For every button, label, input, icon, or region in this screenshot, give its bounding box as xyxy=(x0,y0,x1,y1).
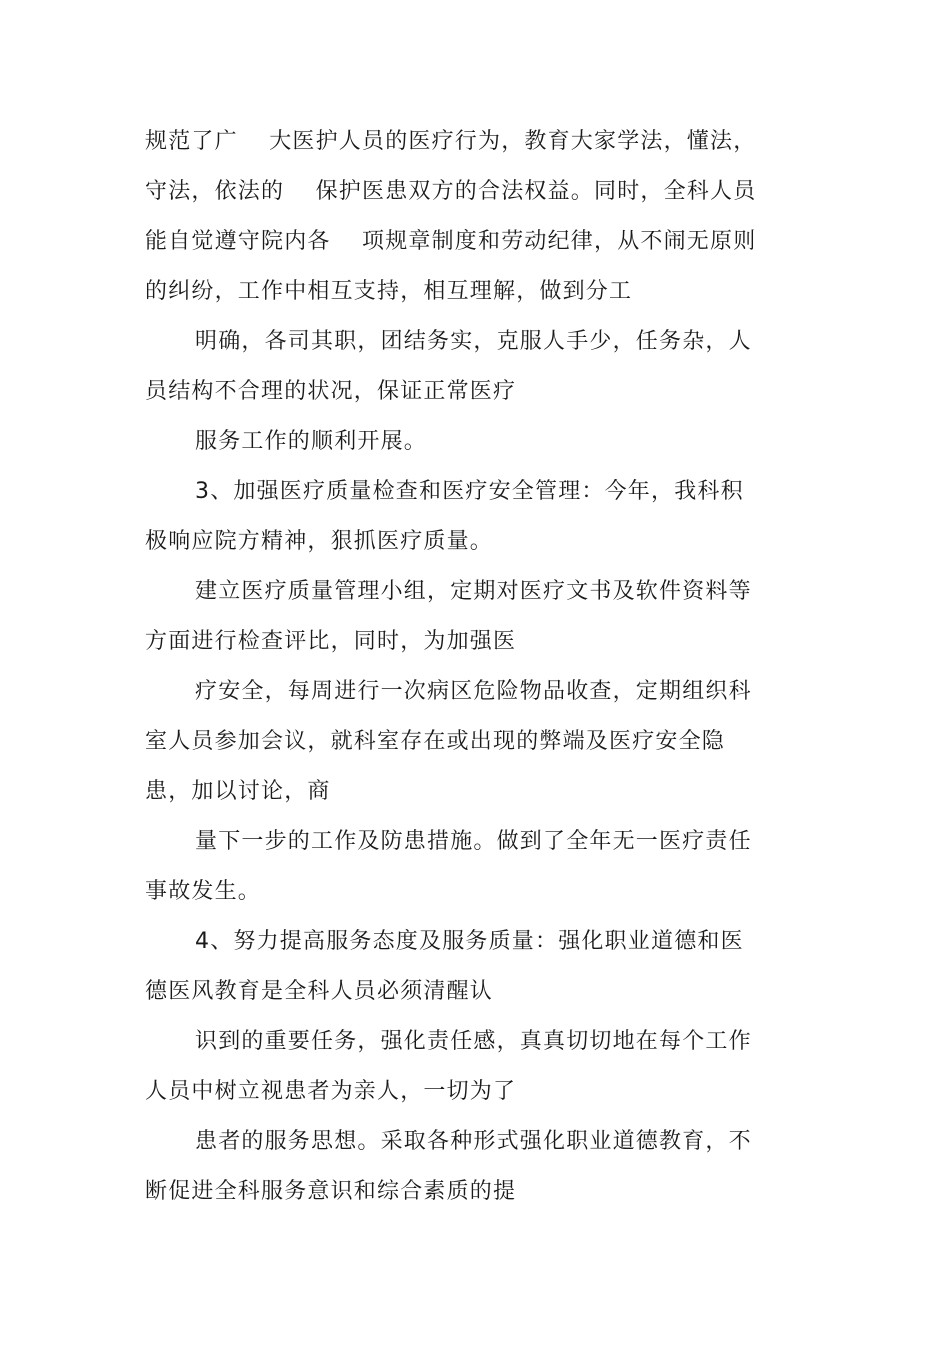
text-line: 室人员参加会议，就科室存在或出现的弊端及医疗安全隐 xyxy=(145,729,726,754)
text-line: 员结构不合理的状况，保证正常医疗 xyxy=(145,379,517,404)
text-line: 人员中树立视患者为亲人，一切为了 xyxy=(145,1079,517,1104)
text-line: 患，加以讨论，商 xyxy=(145,779,331,804)
text-line: 的纠纷，工作中相互支持，相互理解，做到分工 xyxy=(145,279,633,304)
text-line: 量下一步的工作及防患措施。做到了全年无一医疗责任 xyxy=(195,829,752,854)
text-line: 方面进行检查评比，同时，为加强医 xyxy=(145,629,517,654)
text-line: 守法，依法的 保护医患双方的合法权益。同时，全科人员 xyxy=(145,179,757,204)
text-line: 识到的重要任务，强化责任感，真真切切地在每个工作 xyxy=(195,1029,752,1054)
text-line: 明确，各司其职，团结务实，克服人手少，任务杂，人 xyxy=(195,329,752,354)
text-line: 能自觉遵守院内各 项规章制度和劳动纪律，从不闹无原则 xyxy=(145,229,757,254)
text-line: 建立医疗质量管理小组，定期对医疗文书及软件资料等 xyxy=(195,579,752,604)
text-line: 疗安全，每周进行一次病区危险物品收查，定期组织科 xyxy=(195,679,752,704)
text-line: 患者的服务思想。采取各种形式强化职业道德教育，不 xyxy=(195,1129,752,1154)
text-line: 4、努力提高服务态度及服务质量：强化职业道德和医 xyxy=(195,929,744,954)
text-line: 规范了广 大医护人员的医疗行为，教育大家学法，懂法， xyxy=(145,129,757,154)
text-line: 断促进全科服务意识和综合素质的提 xyxy=(145,1179,517,1204)
text-line: 事故发生。 xyxy=(145,879,262,904)
text-line: 德医风教育是全科人员必须清醒认 xyxy=(145,979,494,1004)
text-line: 极响应院方精神，狠抓医疗质量。 xyxy=(145,529,494,554)
text-line: 3、加强医疗质量检查和医疗安全管理：今年，我科积 xyxy=(195,479,744,504)
text-line: 服务工作的顺利开展。 xyxy=(195,429,428,454)
